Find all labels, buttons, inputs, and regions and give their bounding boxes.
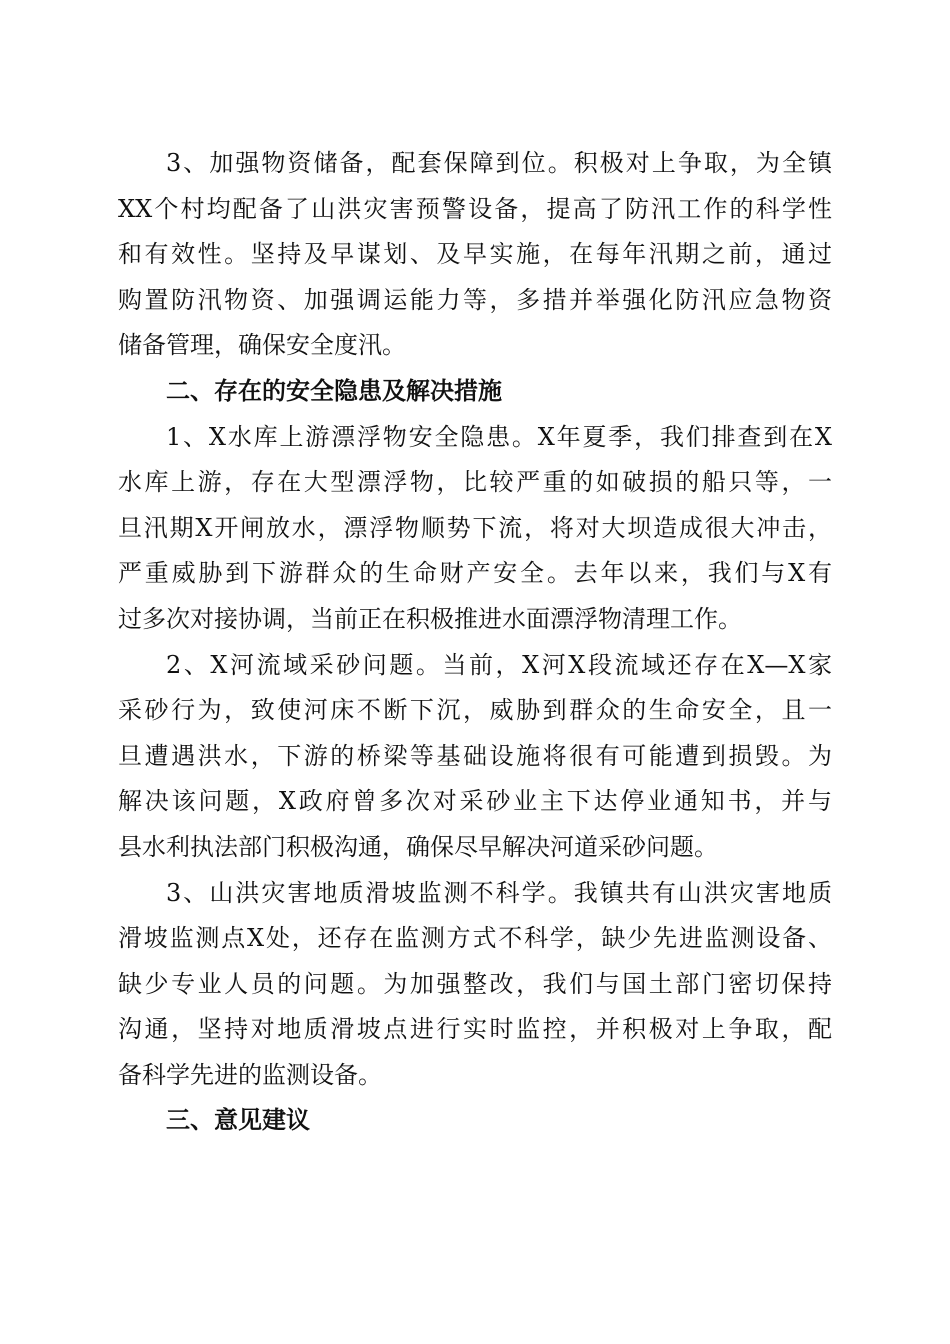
paragraph-landslide-monitoring [118,871,832,1099]
paragraph-line: 3、加强物资储备，配套保障到位。积极对上争取，为全镇 [166,149,832,177]
paragraph-line: 过多次对接协调，当前正在积极推进水面漂浮物清理工作。 [118,604,742,633]
paragraph-line: 3、山洪灾害地质滑坡监测不科学。我镇共有山洪灾害地质 [166,878,832,907]
paragraph-line: 备科学先进的监测设备。 [118,1060,382,1089]
section-heading-suggestions: 三、意见建议 [166,1106,310,1135]
paragraph-line: 1、X水库上游漂浮物安全隐患。X年夏季，我们排查到在X [166,422,832,451]
paragraph-line: 采砂行为，致使河床不断下沉，威胁到群众的生命安全，且一 [118,696,832,725]
paragraph-line: 解决该问题，X政府曾多次对采砂业主下达停业通知书，并与 [118,787,832,816]
paragraph-line: 缺少专业人员的问题。为加强整改，我们与国土部门密切保持 [118,969,832,998]
paragraph-line: 县水利执法部门积极沟通，确保尽早解决河道采砂问题。 [118,832,718,861]
paragraph-line: 旦汛期X开闸放水，漂浮物顺势下流，将对大坝造成很大冲击， [118,513,832,542]
paragraph-line: 严重威胁到下游群众的生命财产安全。去年以来，我们与X有 [118,559,832,588]
paragraph-line: 储备管理，确保安全度汛。 [118,331,406,360]
paragraph-line: 水库上游，存在大型漂浮物，比较严重的如破损的船只等，一 [118,468,832,497]
paragraph-material-reserve [118,141,832,369]
section-heading-risks: 二、存在的安全隐患及解决措施 [166,376,502,405]
paragraph-reservoir-floating-debris [118,415,832,643]
paragraph-line: 沟通，坚持对地质滑坡点进行实时监控，并积极对上争取，配 [118,1015,832,1044]
paragraph-line: 和有效性。坚持及早谋划、及早实施，在每年汛期之前，通过 [118,240,832,269]
document-body [118,141,832,1144]
paragraph-line: 滑坡监测点X处，还存在监测方式不科学，缺少先进监测设备、 [118,924,832,953]
paragraph-line: 购置防汛物资、加强调运能力等，多措并举强化防汛应急物资 [118,285,832,314]
paragraph-line: 2、X河流域采砂问题。当前，X河X段流域还存在X—X家 [166,650,832,679]
paragraph-line: 旦遭遇洪水，下游的桥梁等基础设施将很有可能遭到损毁。为 [118,741,832,770]
paragraph-river-sand-mining [118,643,832,871]
paragraph-line: XX个村均配备了山洪灾害预警设备，提高了防汛工作的科学性 [118,194,832,223]
